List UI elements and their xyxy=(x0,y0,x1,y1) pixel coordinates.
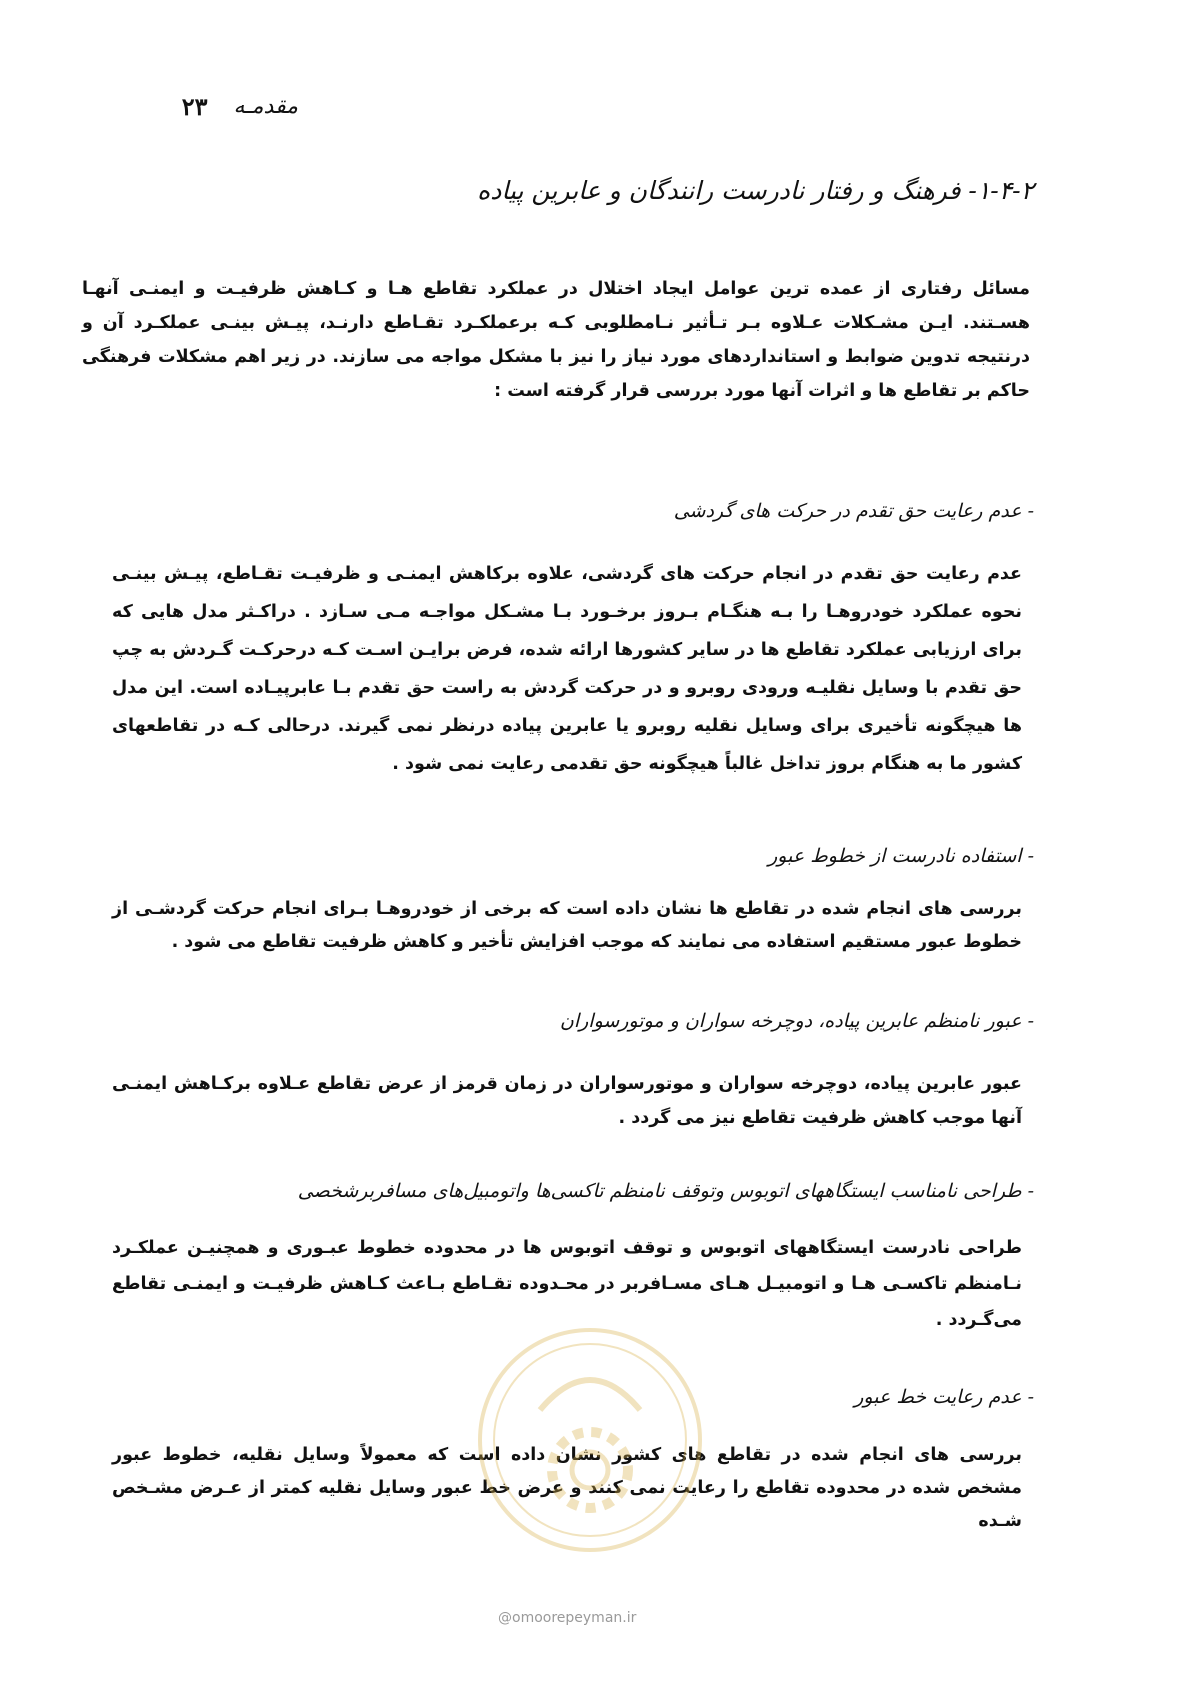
page-number: ۲۳ xyxy=(181,91,208,121)
watermark-logo-icon xyxy=(470,1320,710,1560)
paragraph-bus-stops: طراحی نادرست ایستگاههای اتوبوس و توقف اتوبوس ها در محدوده خطوط عبـوری و همچنیـن عملکـرد نـامنظم تاکسـی هـا و اتومبیـل هـای مسـافربر در محـدوده تقـاطع بـاعث کـاهش ظرفیـت و ایمنـی تقاطع می‌گـردد . xyxy=(112,1238,1022,1330)
paragraph-lane-misuse: بررسی های انجام شده در تقاطع ها نشان داده است که برخی از خودروهـا بـرای انجام حرکت گردشـی از خطوط عبور مستقیم استفاده می نمایند که موجب افزایش تأخیر و کاهش ظرفیت تقاطع می شود . xyxy=(112,899,1022,952)
running-title: مقدمـه xyxy=(233,93,298,119)
intro-paragraph: مسائل رفتاری از عمده ترین عوامل ایجاد اختلال در عملکرد تقاطع هـا و کـاهش ظرفیـت و ایمنـی آنهـا هسـتند. ایـن مشـکلات عـلاوه بـر تـأثیر نـامطلوبی کـه برعملکـرد تقـاطع دارنـد، پیـش بینـی عملکـرد آن و درنتیجه تدوین ضوابط و استانداردهای مورد نیاز را نیز با مشکل مواجه می سازند. در زیر اهم مشکلات فرهنگی حاکم بر تقاطع ها و اثرات آنها مورد بررسی قرار گرفته است : xyxy=(82,279,1030,401)
subheading-lane-misuse: - استفاده نادرست از خطوط عبور xyxy=(768,845,1034,867)
paragraph-lane-discipline: بررسی های انجام شده در تقاطع های کشور نشان داده است که معمولاً وسایل نقلیه، خطوط عبور مشخص شده در محدوده تقاطع را رعایت نمی کنند و عرض خط عبور وسایل نقلیه کمتر از عـرض مشـخص شـده xyxy=(112,1445,1022,1531)
watermark-url: @omoorepeyman.ir xyxy=(498,1610,637,1626)
paragraph-irregular-crossing: عبور عابرین پیاده، دوچرخه سواران و موتورسواران در زمان قرمز از عرض تقاطع عـلاوه برکـاهش ایمنـی آنها موجب کاهش ظرفیت تقاطع نیز می گردد . xyxy=(112,1074,1022,1128)
subheading-lane-discipline: - عدم رعایت خط عبور xyxy=(854,1386,1034,1408)
subheading-bus-stops: - طراحی نامناسب ایستگاههای اتوبوس وتوقف نامنظم تاکسی‌ها واتومبیل‌های مسافربرشخصی xyxy=(297,1180,1034,1202)
section-title: ۱-۴-۲- فرهنگ و رفتار نادرست رانندگان و عابرین پیاده xyxy=(477,176,1034,205)
subheading-irregular-crossing: - عبور نامنظم عابرین پیاده، دوچرخه سواران و موتورسواران xyxy=(559,1010,1034,1032)
paragraph-right-of-way: عدم رعایت حق تقدم در انجام حرکت های گردشی، علاوه برکاهش ایمنـی و ظرفیـت تقـاطع، پیـش بینـی نحوه عملکرد خودروهـا را بـه هنگـام بـروز برخـورد بـا مشـکل مواجـه مـی سـازد . دراکـثر مدل هایی که برای ارزیابی عملکرد تقاطع ها در سایر کشورها ارائه شده، فرض برایـن اسـت کـه درحرکـت گـردش به چپ حق تقدم با وسایل نقلیـه ورودی روبرو و در حرکت گردش به راست حق تقدم بـا عابرپیـاده است. این مدل ها هیچگونه تأخیری برای وسایل نقلیه روبرو یا عابرین پیاده درنظر نمی گیرند. درحالی کـه در تقاطعهای کشور ما به هنگام بروز تداخل غالباً هیچگونه حق تقدمی رعایت نمی شود . xyxy=(112,564,1022,774)
running-head xyxy=(118,86,298,126)
subheading-right-of-way: - عدم رعایت حق تقدم در حرکت های گردشی xyxy=(673,500,1034,522)
